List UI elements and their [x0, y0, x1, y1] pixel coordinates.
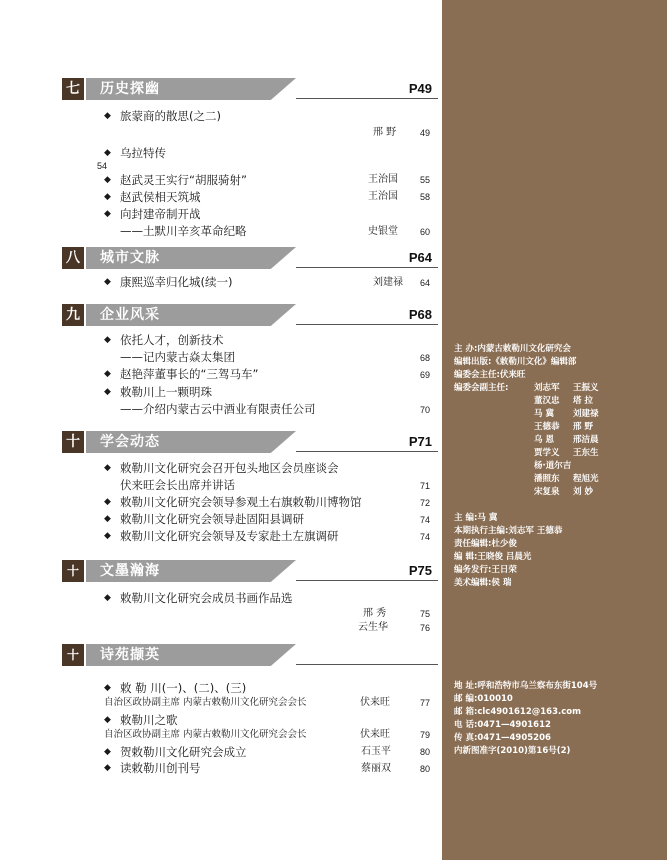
deputy-name: 邢 野 — [573, 422, 593, 432]
entry-author: 邢 野 — [373, 127, 397, 138]
entry-author: 云生华 — [358, 622, 388, 633]
entry-title: 敕勒川文化研究会召开包头地区会员座谈会 — [120, 461, 339, 475]
section-header-10 — [62, 431, 438, 453]
entry-title: 赵武侯相天筑城 — [120, 190, 201, 204]
committee-head-line: 编委会主任:伏来旺 — [454, 370, 526, 380]
bullet-icon: ◆ — [104, 715, 111, 725]
bullet-icon: ◆ — [104, 192, 111, 202]
distribution-line: 编务发行:王日荣 — [454, 565, 517, 575]
bullet-icon: ◆ — [104, 763, 111, 773]
section-header-12 — [62, 644, 438, 684]
entry-subtitle: 自治区政协副主席 内蒙古敕勒川文化研究会会长 — [104, 729, 307, 740]
entry-author: 邢 秀 — [363, 608, 387, 619]
entry-title: 敕 勒 川(一)、(二)、(三) — [120, 681, 247, 695]
bullet-icon: ◆ — [104, 497, 111, 507]
section-number: 十一 — [62, 560, 84, 582]
deputy-name: 刘 妙 — [573, 487, 593, 497]
editor-publisher-line: 编辑出版:《敕勒川文化》编辑部 — [454, 357, 577, 367]
entry-title: 乌拉特传 — [120, 146, 166, 160]
section-title: 文墨瀚海 — [100, 563, 160, 579]
editors-line: 编 辑:王晓俊 吕晨光 — [454, 552, 532, 562]
bullet-icon: ◆ — [104, 277, 111, 287]
entry-page: 68 — [419, 353, 430, 363]
entry-title: 贺敕勒川文化研究会成立 — [120, 745, 247, 759]
entry-page: 54 — [97, 161, 108, 171]
entry-page: 80 — [419, 764, 430, 774]
bullet-icon: ◆ — [104, 335, 111, 345]
deputy-name: 马 冀 — [534, 409, 554, 419]
section-title: 企业风采 — [100, 307, 160, 323]
postcode-line: 邮 编:010010 — [454, 694, 513, 704]
deputy-name: 邢洁晨 — [573, 435, 599, 445]
bullet-icon: ◆ — [104, 209, 111, 219]
entry-page: 77 — [419, 698, 430, 708]
section-number: 七 — [62, 78, 84, 100]
masthead-panel — [442, 0, 667, 860]
entry-page: 80 — [419, 747, 430, 757]
section-number: 九 — [62, 304, 84, 326]
bullet-icon: ◆ — [104, 387, 111, 397]
entry-page: 64 — [419, 278, 430, 288]
deputy-name: 董汉忠 — [534, 396, 560, 406]
exec-editor-line: 本期执行主编:刘志军 王德恭 — [454, 526, 563, 536]
entry-page: 60 — [419, 227, 430, 237]
entry-page: 70 — [419, 405, 430, 415]
deputy-name: 王振义 — [573, 383, 599, 393]
fax-line: 传 真:0471—4905206 — [454, 733, 551, 743]
entry-author: 蔡丽双 — [361, 763, 391, 774]
entry-author: 刘建禄 — [373, 277, 403, 288]
entry-title: 旅蒙商的散思(之二) — [120, 109, 221, 123]
section-page: P64 — [408, 250, 432, 265]
entry-title: 敕勒川文化研究会领导赴固阳县调研 — [120, 512, 304, 526]
bullet-icon: ◆ — [104, 175, 111, 185]
entry-page: 49 — [419, 128, 430, 138]
section-header-8 — [62, 247, 438, 269]
section-title: 城市文脉 — [100, 250, 160, 266]
entry-title: 敕勒川之歌 — [120, 713, 178, 727]
entry-title: 向封建帝制开战 — [120, 207, 201, 221]
entry-title: 赵武灵王实行“胡服骑射” — [120, 173, 247, 187]
bullet-icon: ◆ — [104, 514, 111, 524]
section-title: 学会动态 — [100, 434, 160, 450]
address-line: 地 址:呼和浩特市乌兰察布东街104号 — [454, 681, 598, 691]
entry-page: 75 — [419, 609, 430, 619]
sponsor-line: 主 办:内蒙古敕勒川文化研究会 — [454, 344, 571, 354]
bullet-icon: ◆ — [104, 531, 111, 541]
art-editor-line: 美术编辑:侯 瑞 — [454, 578, 512, 588]
entry-page: 72 — [419, 498, 430, 508]
deputy-name: 王东生 — [573, 448, 599, 458]
deputy-name: 贾学义 — [534, 448, 560, 458]
section-header-7 — [62, 78, 438, 100]
phone-line: 电 话:0471—4901612 — [454, 720, 551, 730]
entry-page: 58 — [419, 192, 430, 202]
permit-line: 内新图准字(2010)第16号(2) — [454, 746, 571, 756]
entry-title: 敕勒川上一颗明珠 — [120, 385, 212, 399]
entry-page: 71 — [419, 481, 430, 491]
entry-title: 读敕勒川创刊号 — [120, 761, 201, 775]
section-header-9 — [62, 304, 438, 326]
email-line: 邮 箱:clc4901612@163.com — [454, 707, 581, 717]
section-title: 诗苑撷英 — [100, 647, 160, 663]
section-number: 八 — [62, 247, 84, 269]
section-page: P71 — [408, 434, 432, 449]
entry-subtitle: 自治区政协副主席 内蒙古敕勒川文化研究会会长 — [104, 697, 307, 708]
entry-page: 76 — [419, 623, 430, 633]
entry-subtitle: ——土默川辛亥革命纪略 — [120, 224, 247, 238]
entry-title: 依托人才，创新技术 — [120, 333, 224, 347]
entry-author: 石玉平 — [361, 746, 391, 757]
deputy-name: 宋复泉 — [534, 487, 560, 497]
entry-page: 74 — [419, 532, 430, 542]
bullet-icon: ◆ — [104, 593, 111, 603]
resp-editor-line: 责任编辑:杜少俊 — [454, 539, 517, 549]
deputy-name: 王德恭 — [534, 422, 560, 432]
section-title: 历史探幽 — [100, 81, 160, 97]
deputy-name: 程旭光 — [573, 474, 599, 484]
entry-author: 王治国 — [368, 191, 398, 202]
bullet-icon: ◆ — [104, 463, 111, 473]
entry-page: 55 — [419, 175, 430, 185]
bullet-icon: ◆ — [104, 148, 111, 158]
entry-subtitle: 伏来旺会长出席并讲话 — [120, 478, 235, 492]
entry-title: 康熙巡幸归化城(续一) — [120, 275, 233, 289]
entry-title: 赵艳萍董事长的“三驾马车” — [120, 367, 259, 381]
bullet-icon: ◆ — [104, 111, 111, 121]
entry-page: 69 — [419, 370, 430, 380]
entry-title: 敕勒川文化研究会成员书画作品选 — [120, 591, 293, 605]
deputy-name: 潘照东 — [534, 474, 560, 484]
section-page: P49 — [408, 81, 432, 96]
entry-title: 敕勒川文化研究会领导及专家赴土左旗调研 — [120, 529, 339, 543]
entry-title: 敕勒川文化研究会领导参观土右旗敕勒川博物馆 — [120, 495, 362, 509]
entry-author: 王治国 — [368, 174, 398, 185]
committee-deputy-label: 编委会副主任: — [454, 383, 509, 393]
bullet-icon: ◆ — [104, 747, 111, 757]
bullet-icon: ◆ — [104, 683, 111, 693]
section-page: P75 — [408, 563, 432, 578]
entry-author: 史银堂 — [368, 226, 398, 237]
deputy-name: 杨·道尔吉 — [534, 461, 572, 471]
deputy-name: 乌 恩 — [534, 435, 554, 445]
deputy-name: 塔 拉 — [573, 396, 593, 406]
entry-subtitle: ——介绍内蒙古云中酒业有限责任公司 — [120, 402, 316, 416]
deputy-name: 刘志军 — [534, 383, 560, 393]
section-rule — [296, 664, 438, 665]
section-number: 十二 — [62, 644, 84, 666]
deputy-name: 刘建禄 — [573, 409, 599, 419]
chief-editor-line: 主 编:马 冀 — [454, 513, 498, 523]
section-number: 十 — [62, 431, 84, 453]
entry-page: 74 — [419, 515, 430, 525]
bullet-icon: ◆ — [104, 369, 111, 379]
entry-page: 79 — [419, 730, 430, 740]
section-page: P68 — [408, 307, 432, 322]
entry-author: 伏来旺 — [360, 697, 390, 708]
entry-author: 伏来旺 — [360, 729, 390, 740]
entry-subtitle: ——记内蒙古焱太集团 — [120, 350, 235, 364]
